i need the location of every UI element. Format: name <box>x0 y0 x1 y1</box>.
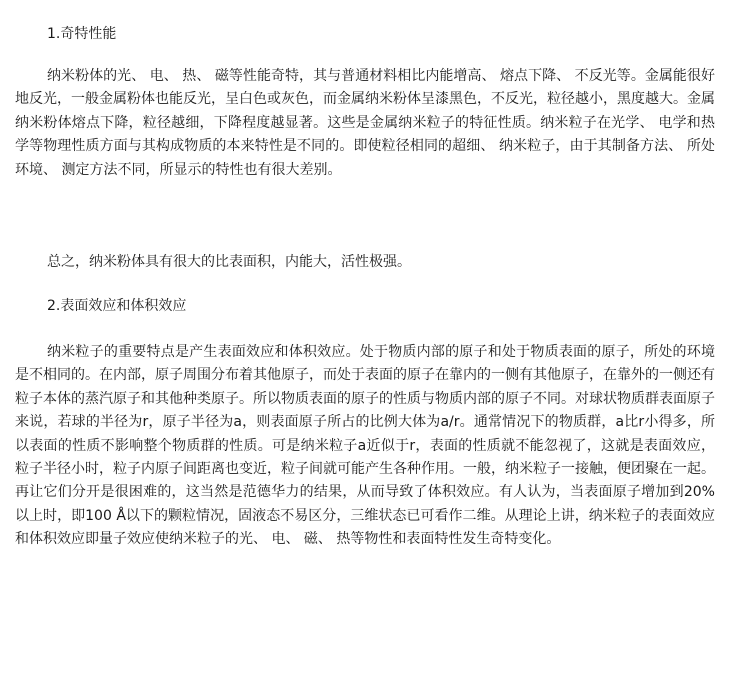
section-paragraph-2: 纳米粒子的重要特点是产生表面效应和体积效应。处于物质内部的原子和处于物质表面的原子，所处的环境是不相同的。在内部，原子周围分布着其他原子，而处于表面的原子在靠内的一侧有其他原子，在靠外的一侧还有粒子本体的蒸汽原子和其他种类原子。所以物质表面的原子的性质与物质内部的原子不同。对球状物质群表面原子来说，若球的半径为r，原子半径为a，则表面原子所占的比例大体为a/r。通常情况下的物质群，a比r小得多，所以表面的性质不影响整个物质群的性质。可是纳米粒子a近似于r，表面的性质就不能忽视了，这就是表面效应，粒子半径小时，粒子内原子间距离也变近，粒子间就可能产生各种作用。一般，纳米粒子一接触，便团聚在一起。再让它们分开是很困难的，这当然是范德华力的结果，从而导致了体积效应。有人认为，当表面原子增加到20%以上时，即100 Å以下的颗粒情况，固液态不易区分，三维状态已可看作二维。从理论上讲，纳米粒子的表面效应和体积效应即量子效应使纳米粒子的光、 电、 磁、 热等物性和表面特性发生奇特变化。 <box>15 344 715 548</box>
summary-paragraph: 总之，纳米粉体具有很大的比表面积，内能大，活性极强。 <box>47 254 411 270</box>
section-paragraph-1: 纳米粉体的光、 电、 热、 磁等性能奇特，其与普通材料相比内能增高、 熔点下降、 不反光等。金属能很好地反光，一般金属粉体也能反光，呈白色或灰色，而金属纳米粉体呈漆黑色，不反光，粒径越小，黑度越大。金属纳米粉体熔点下降，粒径越细，下降程度越显著。这些是金属纳米粒子的特征性质。纳米粒子在光学、 电学和热学等物理性质方面与其构成物质的本来特性是不同的。即使粒径相同的超细、 纳米粒子，由于其制备方法、 所处环境、 测定方法不同，所显示的特性也有很大差别。 <box>15 68 715 178</box>
section-heading-1: 1.奇特性能 <box>47 26 117 42</box>
section-heading-2: 2.表面效应和体积效应 <box>47 298 187 314</box>
